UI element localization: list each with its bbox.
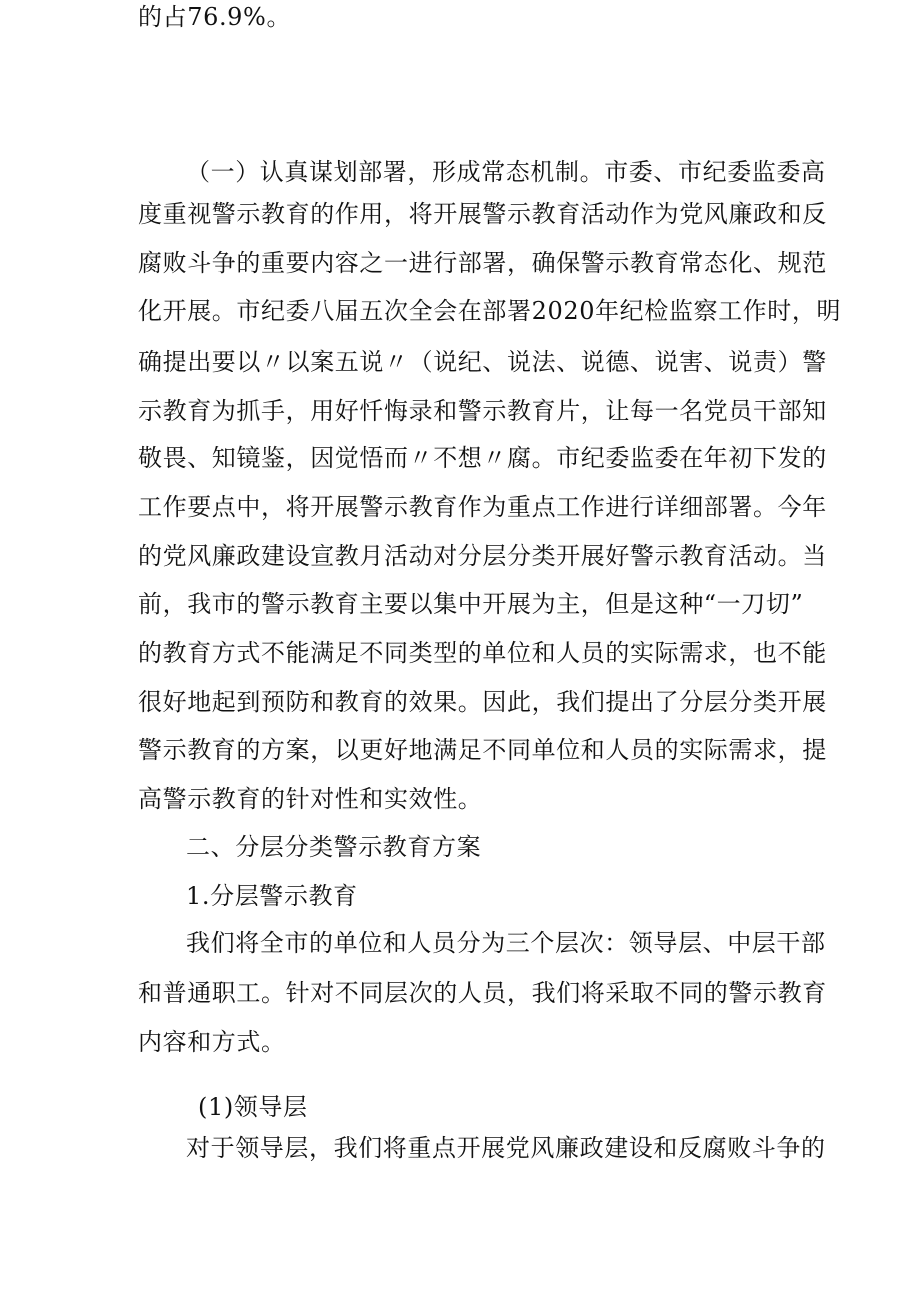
text-line-20: 内容和方式。 <box>138 1028 286 1056</box>
text-line-15: 高警示教育的针对性和实效性。 <box>138 785 483 813</box>
text-line-11: 前，我市的警示教育主要以集中开展为主，但是这种“一刀切” <box>138 590 804 618</box>
section-heading: 二、分层分类警示教育方案 <box>186 833 482 861</box>
text-line-22: 对于领导层，我们将重点开展党风廉政建设和反腐败斗争的 <box>186 1134 826 1162</box>
text-line-9: 工作要点中，将开展警示教育作为重点工作进行详细部署。今年 <box>138 493 827 521</box>
text-line-4: 腐败斗争的重要内容之一进行部署，确保警示教育常态化、规范 <box>138 249 827 277</box>
item-heading: (1)领导层 <box>198 1093 308 1121</box>
text-line-3: 度重视警示教育的作用，将开展警示教育活动作为党风廉政和反 <box>138 200 827 228</box>
text-line-7: 示教育为抓手，用好忏悔录和警示教育片，让每一名党员干部知 <box>138 397 827 425</box>
text-line-14: 警示教育的方案，以更好地满足不同单位和人员的实际需求，提 <box>138 736 827 764</box>
text-line-12: 的教育方式不能满足不同类型的单位和人员的实际需求，也不能 <box>138 639 827 667</box>
text-line-8: 敬畏、知镜鉴，因觉悟而〃不想〃腐。市纪委监委在年初下发的 <box>138 444 827 472</box>
text-line-19: 和普通职工。针对不同层次的人员，我们将采取不同的警示教育 <box>138 979 827 1007</box>
subsection-heading: 1.分层警示教育 <box>186 882 358 910</box>
text-line-6: 确提出要以〃以案五说〃（说纪、说法、说德、说害、说责）警 <box>138 348 827 376</box>
text-line-10: 的党风廉政建设宣教月活动对分层分类开展好警示教育活动。当 <box>138 542 827 570</box>
text-line-1: 的占76.9%。 <box>138 3 292 31</box>
text-line-5: 化开展。市纪委八届五次全会在部署2020年纪检监察工作时，明 <box>138 297 842 325</box>
text-line-13: 很好地起到预防和教育的效果。因此，我们提出了分层分类开展 <box>138 688 827 716</box>
text-line-18: 我们将全市的单位和人员分为三个层次：领导层、中层干部 <box>186 929 826 957</box>
text-line-2: （一）认真谋划部署，形成常态机制。市委、市纪委监委高 <box>186 158 826 186</box>
